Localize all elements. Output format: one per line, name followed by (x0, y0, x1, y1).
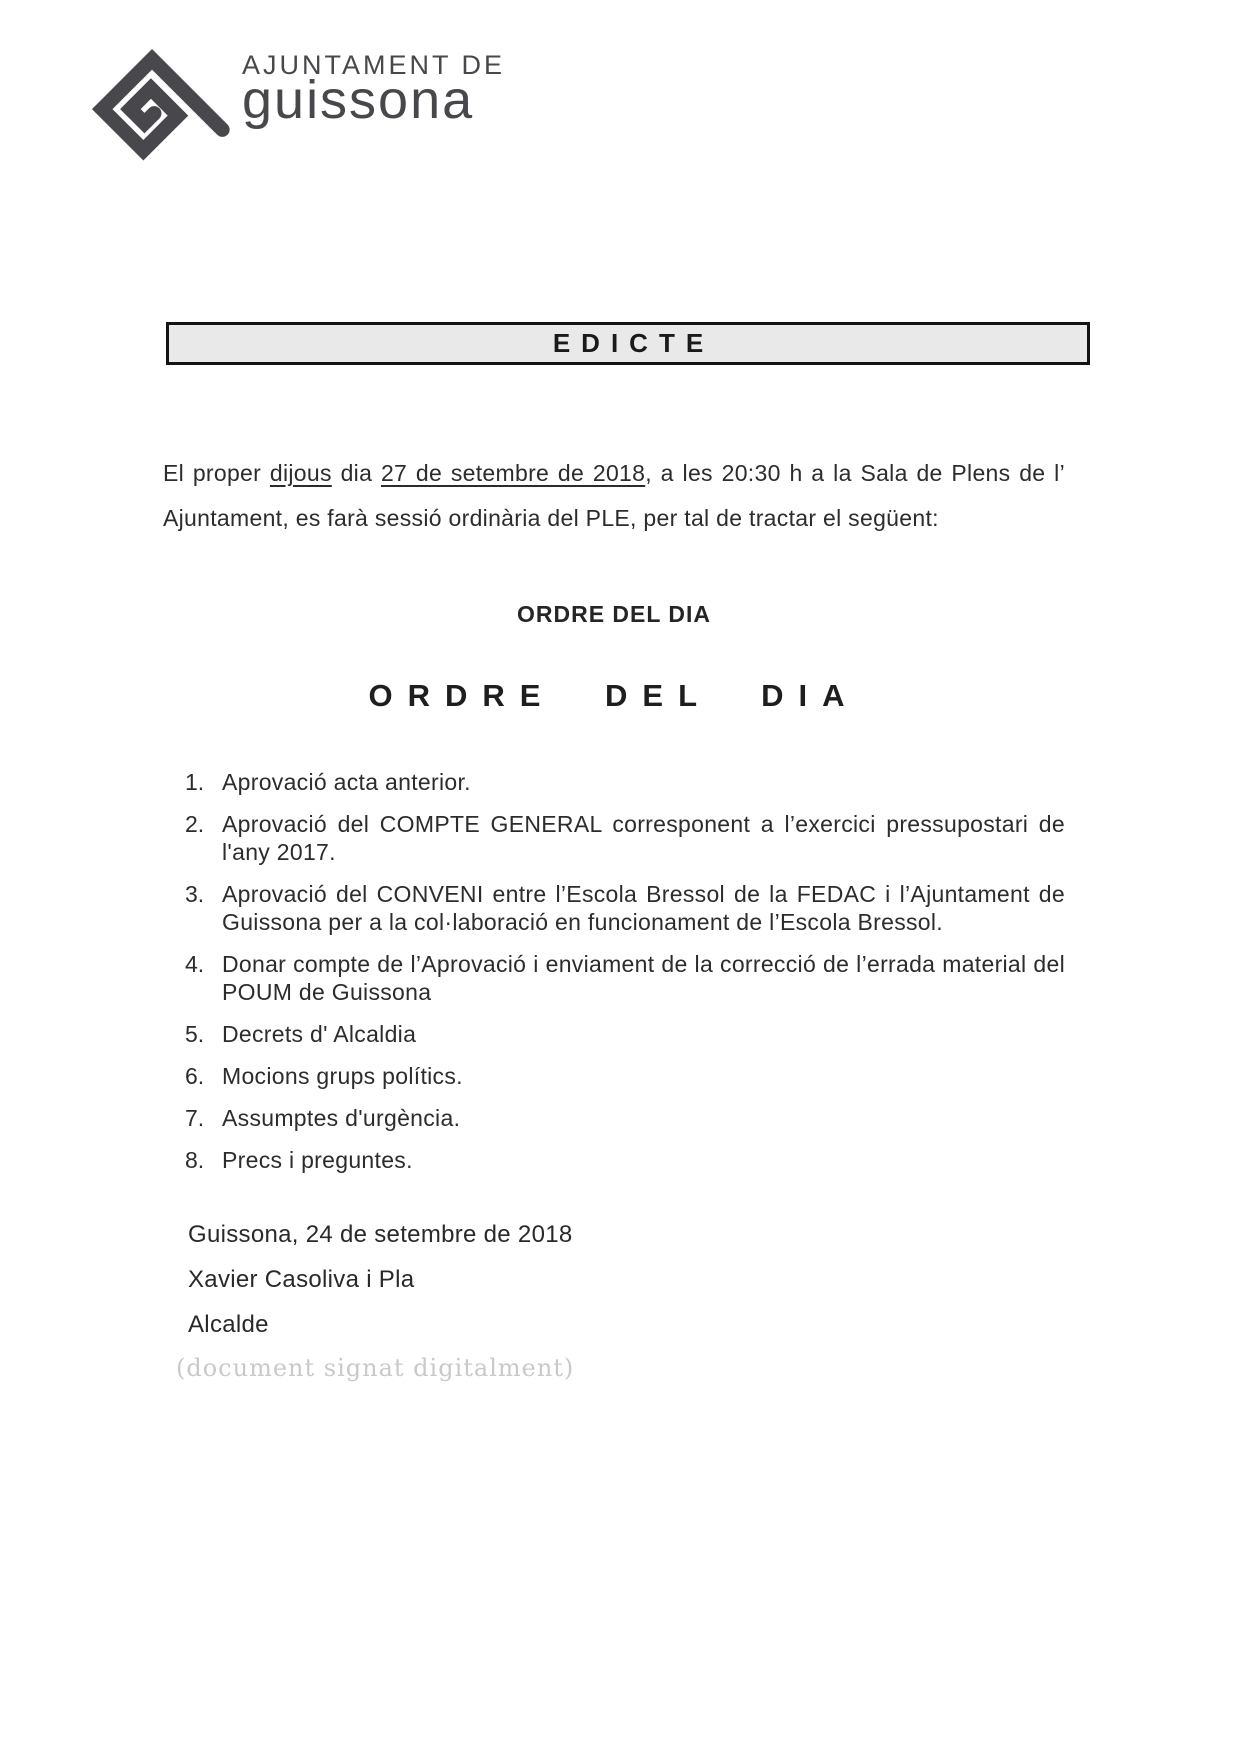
square-spiral-icon (88, 42, 238, 192)
logo-text (242, 50, 506, 130)
agenda-item-number: 7. (185, 1105, 205, 1131)
agenda-item-text: Decrets d' Alcaldia (222, 1021, 417, 1047)
agenda-item-7 (185, 1104, 1065, 1132)
agenda-item-text: Precs i preguntes. (222, 1147, 413, 1173)
agenda-item-text: Assumptes d'urgència. (222, 1105, 461, 1131)
agenda-item-2 (185, 810, 1065, 866)
intro-underlined-day: dijous (269, 460, 332, 486)
agenda-item-text: Mocions grups polítics. (222, 1063, 463, 1089)
agenda-item-number: 2. (185, 811, 205, 837)
agenda-item-text: Donar compte de l’Aprovació i enviament de la correcció de l’errada material del POUM de Guissona (222, 951, 1065, 1005)
agenda-item-number: 5. (185, 1021, 205, 1047)
agenda-item-3 (185, 880, 1065, 936)
agenda-item-number: 3. (185, 881, 205, 907)
signer-name: Xavier Casoliva i Pla (188, 1266, 415, 1293)
logo-org-line1: AJUNTAMENT DE (242, 50, 506, 80)
agenda-item-text: Aprovació del CONVENI entre l’Escola Bressol de la FEDAC i l’Ajuntament de Guissona per a la col·laboració en funcionament de l’Escola Bressol. (222, 881, 1065, 935)
agenda-item-5 (185, 1020, 1065, 1048)
intro-seg1: El proper (163, 460, 270, 486)
signer-role: Alcalde (188, 1311, 269, 1338)
intro-seg2: dia (331, 460, 381, 486)
agenda-item-text: Aprovació del COMPTE GENERAL corresponent a l’exercici pressupostari de l'any 2017. (222, 811, 1065, 865)
agenda-item-number: 1. (185, 769, 205, 795)
ordre-del-dia-heading-large: ORDRE DEL DIA (368, 678, 860, 713)
agenda-list (185, 768, 1065, 1188)
agenda-item-8 (185, 1146, 1065, 1174)
intro-underlined-date: 27 de setembre de 2018 (380, 460, 646, 486)
place-and-date: Guissona, 24 de setembre de 2018 (188, 1221, 573, 1248)
logo-org-line2: guissona (242, 70, 475, 130)
digital-signature-note: (document signat digitalment) (176, 1354, 575, 1382)
intro-seg3: , a les 20:30 h a la Sala de Plens de l’ Ajuntament, es farà sessió ordinària del PLE, per tal de tractar el següent: (163, 460, 1065, 531)
agenda-item-number: 4. (185, 951, 205, 977)
agenda-item-number: 8. (185, 1147, 205, 1173)
agenda-item-1 (185, 768, 1065, 796)
agenda-item-number: 6. (185, 1063, 205, 1089)
signature-block (188, 1220, 1008, 1355)
edicte-title: EDICTE (552, 328, 715, 358)
intro-paragraph (163, 451, 1065, 541)
ordre-del-dia-heading-small: ORDRE DEL DIA (516, 601, 712, 627)
edicte-title-box (166, 322, 1090, 365)
agenda-item-6 (185, 1062, 1065, 1090)
agenda-item-4 (185, 950, 1065, 1006)
agenda-item-text: Aprovació acta anterior. (222, 769, 471, 795)
guissona-logo (88, 42, 505, 192)
